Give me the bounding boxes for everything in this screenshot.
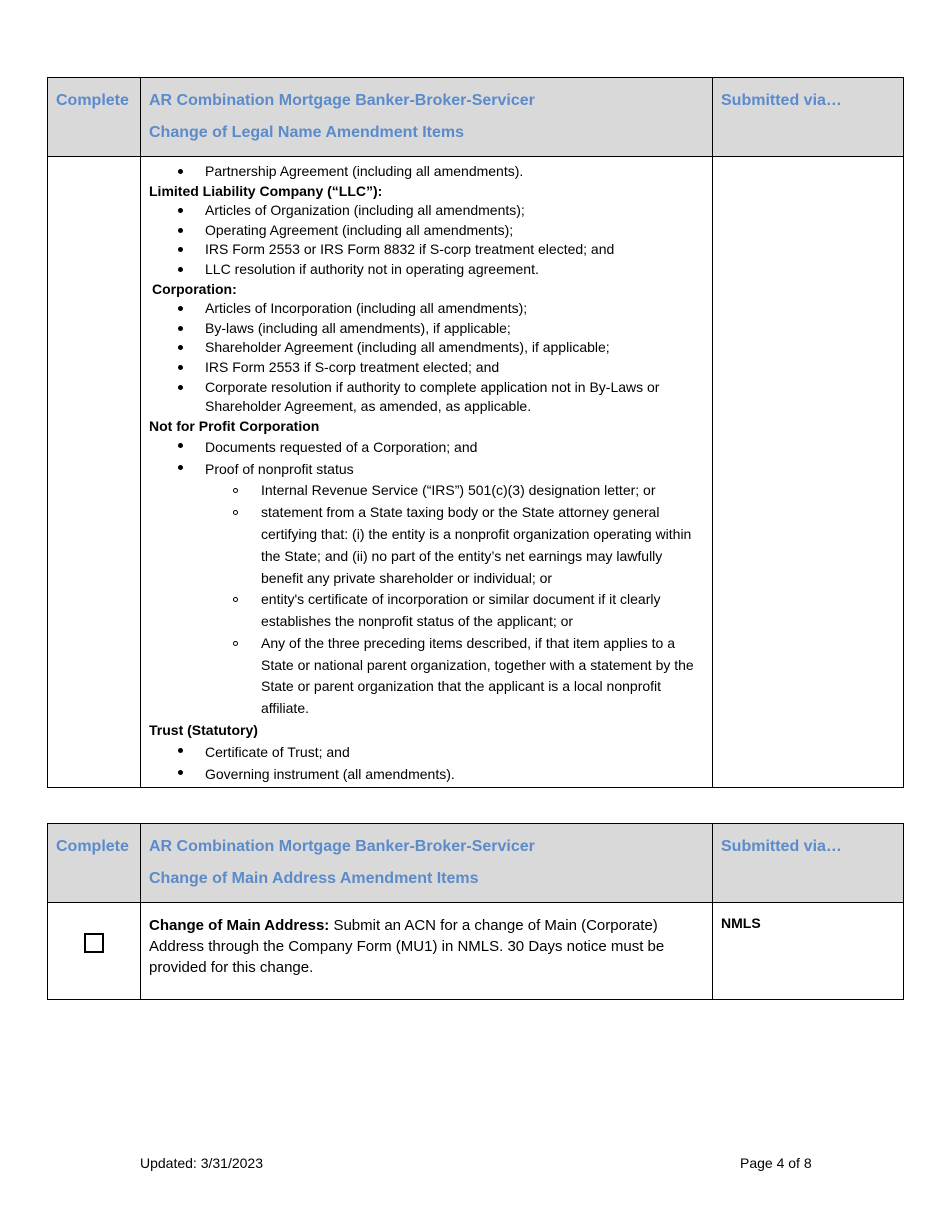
requirement-text: Submit an ACN for a change of Main (Corporate) Address through the Company Form (MU1) in NMLS. 30 Days notice must be provided for this change. [149,917,665,976]
list-item: Corporate resolution if authority to complete application not in By-Laws or Shareholder Agreement, as amended, as applicable. [149,378,704,417]
trust-list [149,741,704,785]
table-title-line2: Change of Legal Name Amendment Items [149,124,465,141]
list-item: Governing instrument (all amendments). [149,763,704,785]
nonprofit-heading: Not for Profit Corporation [149,417,320,434]
sublist-item: statement from a State taxing body or the State attorney general certifying that: (i) the entity is a nonprofit organization operating within the State; and (ii) no part of the entity’s net earnings may lawfully benefit any private shareholder or individual; or [149,502,704,589]
submitted-cell: NMLS [713,903,904,1000]
submitted-column-header: Submitted via… [721,92,842,109]
table-body-row [48,157,904,788]
requirement-label: Change of Main Address: [149,917,330,934]
nonprofit-list [149,436,704,480]
requirement-cell [141,903,713,1000]
list-item: IRS Form 2553 or IRS Form 8832 if S-corp treatment elected; and [149,240,704,260]
llc-heading: Limited Liability Company (“LLC”): [149,182,383,199]
legal-name-amendment-table [47,77,904,788]
corporation-list [149,299,704,417]
trust-heading: Trust (Statutory) [149,722,258,739]
footer-updated-date: Updated: 3/31/2023 [140,1155,263,1171]
complete-column-header: Complete [56,92,129,109]
table-title-line1: AR Combination Mortgage Banker-Broker-Servicer [149,92,535,109]
requirements-cell [141,157,713,788]
sublist-item: Any of the three preceding items described, if that item applies to a State or national parent organization, together with a statement by the State or parent organization that the applicant is a local nonprofit affiliate. [149,633,704,720]
complete-cell [48,157,141,788]
list-item: IRS Form 2553 if S-corp treatment elected; and [149,358,704,378]
table-title-line1: AR Combination Mortgage Banker-Broker-Servicer [149,838,535,855]
complete-checkbox[interactable] [84,933,104,953]
list-item: Documents requested of a Corporation; and [149,436,704,458]
nonprofit-proof-sublist [149,480,704,720]
list-item: Operating Agreement (including all amendments); [149,221,704,241]
list-item: Articles of Incorporation (including all amendments); [149,299,704,319]
table-body-row [48,903,904,1000]
list-item: LLC resolution if authority not in operating agreement. [149,260,704,280]
complete-column-header: Complete [56,838,129,855]
sublist-item: Internal Revenue Service (“IRS”) 501(c)(3) designation letter; or [149,480,704,502]
list-item: By-laws (including all amendments), if applicable; [149,319,704,339]
complete-cell [48,903,141,1000]
list-item: Shareholder Agreement (including all amendments), if applicable; [149,338,704,358]
table-header-row [48,78,904,157]
list-item: Proof of nonprofit status [149,458,704,480]
table-title-line2: Change of Main Address Amendment Items [149,870,479,887]
sublist-item: entity's certificate of incorporation or similar document if it clearly establishes the nonprofit status of the applicant; or [149,589,704,633]
submitted-column-header: Submitted via… [721,838,842,855]
partnership-list [149,162,704,182]
corporation-heading: Corporation: [152,280,237,297]
list-item: Certificate of Trust; and [149,741,704,763]
submitted-cell [713,157,904,788]
list-item: Partnership Agreement (including all amendments). [149,162,704,182]
table-header-row [48,824,904,903]
main-address-amendment-table [47,823,904,1000]
list-item: Articles of Organization (including all amendments); [149,201,704,221]
footer-page-number: Page 4 of 8 [740,1155,812,1171]
llc-list [149,201,704,279]
